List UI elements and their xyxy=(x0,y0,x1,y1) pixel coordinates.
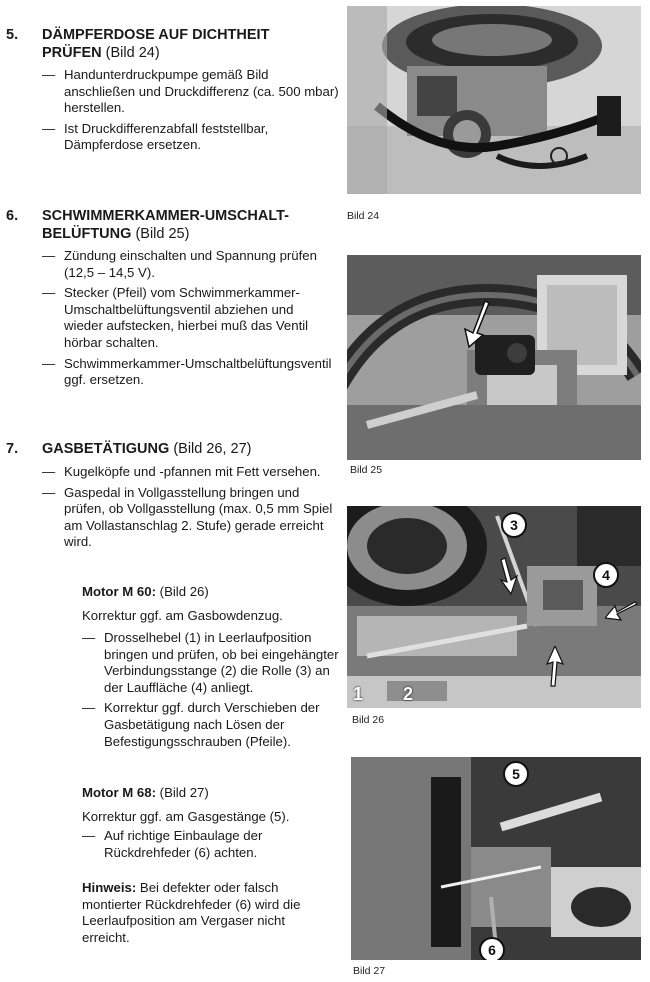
motor-m60-list xyxy=(82,630,340,754)
photo-bild-27 xyxy=(351,757,641,960)
arrow-icon xyxy=(497,556,523,596)
list-item: — Handunterdruckpumpe gemäß Bild anschließen und Druckdifferenz (ca. 500 mbar) herstellen. xyxy=(42,67,342,117)
photo-bild-24 xyxy=(347,6,641,194)
photo-bild-25 xyxy=(347,255,641,460)
hinweis-note xyxy=(82,880,336,946)
list-item: — Schwimmerkammer-Umschaltbelüftungsventil ggf. ersetzen. xyxy=(42,356,334,389)
arrow-icon xyxy=(605,600,639,626)
motor-m60-block xyxy=(82,584,342,624)
carburetor-photo xyxy=(347,6,641,194)
figure-reference: (Bild 26) xyxy=(159,584,209,599)
section-heading xyxy=(42,207,342,243)
motor-m68-block xyxy=(82,785,342,825)
arrow-icon xyxy=(459,299,493,349)
label-2: 2 xyxy=(403,684,414,704)
section-number: 5. xyxy=(6,27,19,43)
motor-m68-list xyxy=(82,828,340,865)
motor-label: Motor M 68: xyxy=(82,785,156,800)
section-title-line2: PRÜFEN xyxy=(42,45,102,61)
step-list xyxy=(42,248,334,393)
valve-photo xyxy=(347,255,641,460)
figure-reference: (Bild 26, 27) xyxy=(173,441,252,457)
section-number: 7. xyxy=(6,441,19,457)
section-heading xyxy=(42,440,342,458)
callout-6: 6 xyxy=(479,937,505,960)
arrow-icon xyxy=(543,646,565,688)
figure-reference: (Bild 27) xyxy=(159,785,209,800)
list-item: — Ist Druckdifferenzabfall feststellbar, Dämpferdose ersetzen. xyxy=(42,121,342,154)
section-title-line1: SCHWIMMERKAMMER-UMSCHALT- xyxy=(42,208,290,224)
hinweis-text: Bei defekter oder falsch montierter Rückdrehfeder (6) wird die Leerlaufposition am Vergaser nicht erreicht. xyxy=(82,880,301,945)
list-item: — Stecker (Pfeil) vom Schwimmerkammer-Umschaltbelüftungsventil abziehen und wieder aufstecken, hierbei muß das Ventil hörbar schalten. xyxy=(42,285,334,351)
list-item: — Kugelköpfe und -pfannen mit Fett versehen. xyxy=(42,464,334,481)
list-item: — Drosselhebel (1) in Leerlaufposition bringen und prüfen, ob bei eingehängter Verbindungsstange (2) die Rolle (3) an der Lauffläche (4) anliegt. xyxy=(82,630,340,696)
section-title-line1: DÄMPFERDOSE AUF DICHTHEIT xyxy=(42,27,270,43)
photo-bild-26 xyxy=(347,506,641,708)
figure-reference: (Bild 24) xyxy=(105,45,160,61)
section-number: 6. xyxy=(6,208,19,224)
section-heading xyxy=(42,26,342,62)
figure-caption: Bild 27 xyxy=(353,965,386,977)
step-list xyxy=(42,464,334,555)
figure-caption: Bild 25 xyxy=(350,464,383,476)
list-item: — Auf richtige Einbaulage der Rückdrehfeder (6) achten. xyxy=(82,828,340,861)
hinweis-label: Hinweis: xyxy=(82,880,137,895)
list-item: — Gaspedal in Vollgasstellung bringen und prüfen, ob Vollgasstellung (max. 0,5 mm Spiel am Vollastanschlag 2. Stufe) gerade erreicht wird. xyxy=(42,485,334,551)
label-1: 1 xyxy=(353,684,364,704)
callout-4: 4 xyxy=(593,562,619,588)
motor-label: Motor M 60: xyxy=(82,584,156,599)
list-item: — Zündung einschalten und Spannung prüfen (12,5 – 14,5 V). xyxy=(42,248,334,281)
step-list xyxy=(42,67,342,158)
throttle-linkage-photo xyxy=(347,506,641,708)
correction-note: Korrektur ggf. am Gasgestänge (5). xyxy=(82,808,290,824)
figure-reference: (Bild 25) xyxy=(135,226,190,242)
section-title-line2: BELÜFTUNG xyxy=(42,226,132,242)
correction-note: Korrektur ggf. am Gasbowdenzug. xyxy=(82,607,283,623)
section-title-line1: GASBETÄTIGUNG xyxy=(42,441,170,457)
figure-caption: Bild 26 xyxy=(352,714,385,726)
callout-3: 3 xyxy=(501,512,527,538)
return-spring-photo xyxy=(351,757,641,960)
list-item: — Korrektur ggf. durch Verschieben der Gasbetätigung nach Lösen der Befestigungsschrauben (Pfeile). xyxy=(82,700,340,750)
figure-caption: Bild 24 xyxy=(347,210,380,222)
callout-5: 5 xyxy=(503,761,529,787)
